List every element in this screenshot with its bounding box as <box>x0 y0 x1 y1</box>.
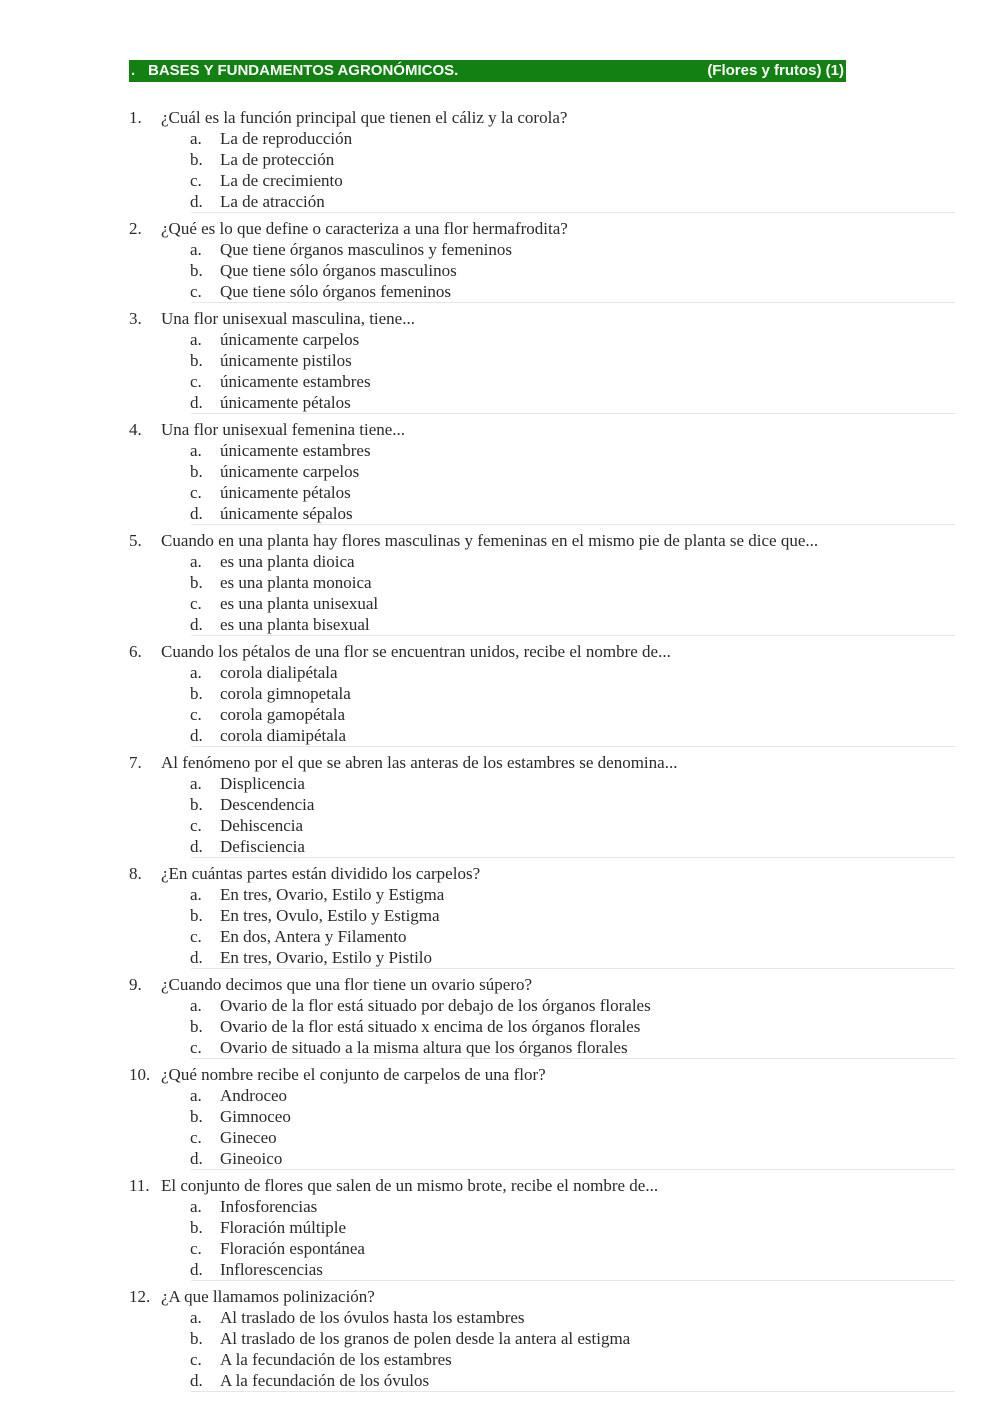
answer-option[interactable] <box>129 725 955 746</box>
answer-option[interactable] <box>129 773 955 794</box>
option-text: corola diamipétala <box>220 726 347 745</box>
option-letter: d. <box>190 1371 203 1390</box>
option-letter: a. <box>190 663 202 682</box>
answer-option[interactable] <box>129 239 955 260</box>
option-text: Gimnoceo <box>220 1107 291 1126</box>
option-text: Floración múltiple <box>220 1218 347 1237</box>
option-text: Dehiscencia <box>220 816 304 835</box>
option-letter: b. <box>190 684 203 703</box>
question-number: 3. <box>129 309 142 328</box>
question-text: ¿Qué nombre recibe el conjunto de carpelos de una flor? <box>161 1065 546 1084</box>
answer-option[interactable] <box>129 1085 955 1106</box>
option-text: es una planta dioica <box>220 552 355 571</box>
question-text: ¿Cuando decimos que una flor tiene un ovario súpero? <box>161 975 533 994</box>
answer-option[interactable] <box>129 461 955 482</box>
question-number: 11. <box>129 1176 150 1195</box>
option-text: En dos, Antera y Filamento <box>220 927 407 946</box>
option-letter: c. <box>190 1350 202 1369</box>
option-letter: c. <box>190 1038 202 1057</box>
answer-option[interactable] <box>129 794 955 815</box>
option-letter: a. <box>190 1308 202 1327</box>
question-row <box>129 1175 955 1196</box>
answer-option[interactable] <box>129 281 955 302</box>
option-letter: c. <box>190 1128 202 1147</box>
question-list <box>0 107 1000 1392</box>
option-letter: a. <box>190 552 202 571</box>
answer-option[interactable] <box>129 503 955 524</box>
option-text: Ovario de la flor está situado por debajo de los órganos florales <box>220 996 651 1015</box>
answer-option[interactable] <box>129 1307 955 1328</box>
option-text: La de crecimiento <box>220 171 343 190</box>
question-number: 10. <box>129 1065 151 1084</box>
option-text: La de reproducción <box>220 129 353 148</box>
option-text: Ovario de la flor está situado x encima de los órganos florales <box>220 1017 641 1036</box>
option-letter: b. <box>190 906 203 925</box>
option-letter: d. <box>190 1149 203 1168</box>
question-text: ¿A que llamamos polinización? <box>161 1287 375 1306</box>
answer-option[interactable] <box>129 815 955 836</box>
option-letter: a. <box>190 330 202 349</box>
question-row <box>129 107 955 128</box>
option-letter: c. <box>190 816 202 835</box>
answer-option[interactable] <box>129 128 955 149</box>
option-letter: d. <box>190 615 203 634</box>
question-row <box>129 1064 955 1085</box>
answer-option[interactable] <box>129 704 955 725</box>
option-letter: b. <box>190 1218 203 1237</box>
question-2 <box>129 213 955 303</box>
answer-option[interactable] <box>129 329 955 350</box>
question-row <box>129 752 955 773</box>
option-text: corola gimnopetala <box>220 684 351 703</box>
answer-option[interactable] <box>129 1016 955 1037</box>
option-letter: c. <box>190 927 202 946</box>
question-number: 12. <box>129 1287 151 1306</box>
question-text: ¿Cuál es la función principal que tienen el cáliz y la corola? <box>161 108 568 127</box>
header-title: BASES Y FUNDAMENTOS AGRONÓMICOS. <box>148 62 459 79</box>
option-letter: c. <box>190 171 202 190</box>
question-number: 8. <box>129 864 142 883</box>
option-text: Gineoico <box>220 1149 283 1168</box>
question-row <box>129 218 955 239</box>
answer-option[interactable] <box>129 614 955 635</box>
answer-option[interactable] <box>129 572 955 593</box>
question-number: 7. <box>129 753 142 772</box>
question-divider <box>191 1391 955 1392</box>
option-letter: c. <box>190 1239 202 1258</box>
option-text: Descendencia <box>220 795 315 814</box>
question-row <box>129 641 955 662</box>
answer-option[interactable] <box>129 191 955 212</box>
answer-option[interactable] <box>129 683 955 704</box>
option-text: Floración espontánea <box>220 1239 365 1258</box>
option-letter: b. <box>190 462 203 481</box>
answer-option[interactable] <box>129 1106 955 1127</box>
answer-option[interactable] <box>129 1349 955 1370</box>
option-text: Al traslado de los granos de polen desde la antera al estigma <box>220 1329 631 1348</box>
question-text: Cuando en una planta hay flores masculinas y femeninas en el mismo pie de planta se dice que... <box>161 531 819 550</box>
option-text: Que tiene sólo órganos masculinos <box>220 261 457 280</box>
answer-option[interactable] <box>129 440 955 461</box>
question-text: Una flor unisexual femenina tiene... <box>161 420 406 439</box>
question-5 <box>129 525 955 636</box>
answer-option[interactable] <box>129 836 955 857</box>
option-text: Displicencia <box>220 774 305 793</box>
option-text: Infosforencias <box>220 1197 318 1216</box>
question-number: 5. <box>129 531 142 550</box>
question-text: El conjunto de flores que salen de un mismo brote, recibe el nombre de... <box>161 1176 659 1195</box>
option-letter: a. <box>190 996 202 1015</box>
option-text: En tres, Ovario, Estilo y Pistilo <box>220 948 433 967</box>
answer-option[interactable] <box>129 905 955 926</box>
question-6 <box>129 636 955 747</box>
option-text: únicamente carpelos <box>220 330 360 349</box>
answer-option[interactable] <box>129 1196 955 1217</box>
option-letter: a. <box>190 774 202 793</box>
question-11 <box>129 1170 955 1281</box>
answer-option[interactable] <box>129 593 955 614</box>
question-row <box>129 1286 955 1307</box>
answer-option[interactable] <box>129 1037 955 1058</box>
answer-option[interactable] <box>129 662 955 683</box>
answer-option[interactable] <box>129 551 955 572</box>
option-text: Al traslado de los óvulos hasta los estambres <box>220 1308 525 1327</box>
option-letter: d. <box>190 837 203 856</box>
answer-option[interactable] <box>129 1217 955 1238</box>
option-letter: b. <box>190 1107 203 1126</box>
option-letter: c. <box>190 483 202 502</box>
question-8 <box>129 858 955 969</box>
answer-option[interactable] <box>129 1238 955 1259</box>
answer-option[interactable] <box>129 371 955 392</box>
option-letter: a. <box>190 885 202 904</box>
option-letter: d. <box>190 948 203 967</box>
answer-option[interactable] <box>129 170 955 191</box>
question-number: 9. <box>129 975 142 994</box>
header-dot: . <box>131 62 136 79</box>
question-row <box>129 308 955 329</box>
answer-option[interactable] <box>129 947 955 968</box>
question-text: ¿Qué es lo que define o caracteriza a una flor hermafrodita? <box>161 219 568 238</box>
option-text: Ovario de situado a la misma altura que los órganos florales <box>220 1038 628 1057</box>
option-letter: a. <box>190 1086 202 1105</box>
header-subtitle: (Flores y frutos) (1) <box>707 62 844 79</box>
option-letter: c. <box>190 372 202 391</box>
answer-option[interactable] <box>129 1148 955 1169</box>
question-row <box>129 863 955 884</box>
option-letter: c. <box>190 594 202 613</box>
question-number: 2. <box>129 219 142 238</box>
option-text: corola gamopétala <box>220 705 346 724</box>
option-letter: b. <box>190 150 203 169</box>
answer-option[interactable] <box>129 884 955 905</box>
answer-option[interactable] <box>129 1370 955 1391</box>
answer-option[interactable] <box>129 482 955 503</box>
option-letter: b. <box>190 795 203 814</box>
question-text: Al fenómeno por el que se abren las anteras de los estambres se denomina... <box>161 753 678 772</box>
option-letter: d. <box>190 504 203 523</box>
answer-option[interactable] <box>129 350 955 371</box>
question-row <box>129 530 955 551</box>
option-letter: b. <box>190 1329 203 1348</box>
question-4 <box>129 414 955 525</box>
question-text: Una flor unisexual masculina, tiene... <box>161 309 415 328</box>
question-3 <box>129 303 955 414</box>
option-text: Que tiene órganos masculinos y femeninos <box>220 240 512 259</box>
option-letter: d. <box>190 393 203 412</box>
answer-option[interactable] <box>129 392 955 413</box>
question-row <box>129 974 955 995</box>
option-text: Androceo <box>220 1086 288 1105</box>
question-number: 4. <box>129 420 142 439</box>
option-text: únicamente estambres <box>220 441 371 460</box>
page-header <box>129 60 846 82</box>
option-text: es una planta unisexual <box>220 594 379 613</box>
option-text: únicamente pétalos <box>220 483 351 502</box>
option-text: A la fecundación de los óvulos <box>220 1371 430 1390</box>
answer-option[interactable] <box>129 1259 955 1280</box>
option-letter: b. <box>190 261 203 280</box>
option-letter: d. <box>190 726 203 745</box>
question-9 <box>129 969 955 1059</box>
option-text: En tres, Ovulo, Estilo y Estigma <box>220 906 440 925</box>
question-10 <box>129 1059 955 1170</box>
question-text: Cuando los pétalos de una flor se encuentran unidos, recibe el nombre de... <box>161 642 671 661</box>
option-letter: a. <box>190 1197 202 1216</box>
answer-option[interactable] <box>129 260 955 281</box>
question-number: 1. <box>129 108 142 127</box>
option-text: únicamente sépalos <box>220 504 353 523</box>
option-text: es una planta bisexual <box>220 615 370 634</box>
option-text: A la fecundación de los estambres <box>220 1350 452 1369</box>
answer-option[interactable] <box>129 149 955 170</box>
option-text: La de atracción <box>220 192 325 211</box>
question-7 <box>129 747 955 858</box>
option-letter: b. <box>190 573 203 592</box>
option-text: Inflorescencias <box>220 1260 323 1279</box>
option-text: En tres, Ovario, Estilo y Estigma <box>220 885 445 904</box>
question-1 <box>129 107 955 213</box>
question-12 <box>129 1281 955 1392</box>
option-text: únicamente estambres <box>220 372 371 391</box>
option-text: únicamente pétalos <box>220 393 351 412</box>
option-text: Defisciencia <box>220 837 305 856</box>
option-letter: b. <box>190 1017 203 1036</box>
option-text: es una planta monoica <box>220 573 372 592</box>
answer-option[interactable] <box>129 995 955 1016</box>
option-letter: a. <box>190 441 202 460</box>
answer-option[interactable] <box>129 1127 955 1148</box>
question-number: 6. <box>129 642 142 661</box>
option-letter: a. <box>190 129 202 148</box>
option-letter: b. <box>190 351 203 370</box>
answer-option[interactable] <box>129 1328 955 1349</box>
question-text: ¿En cuántas partes están dividido los carpelos? <box>161 864 481 883</box>
option-text: La de protección <box>220 150 335 169</box>
question-row <box>129 419 955 440</box>
answer-option[interactable] <box>129 926 955 947</box>
option-text: únicamente pistilos <box>220 351 352 370</box>
option-letter: c. <box>190 705 202 724</box>
option-text: Gineceo <box>220 1128 277 1147</box>
option-text: Que tiene sólo órganos femeninos <box>220 282 452 301</box>
option-letter: c. <box>190 282 202 301</box>
option-text: corola dialipétala <box>220 663 338 682</box>
option-letter: d. <box>190 1260 203 1279</box>
option-text: únicamente carpelos <box>220 462 360 481</box>
option-letter: d. <box>190 192 203 211</box>
option-letter: a. <box>190 240 202 259</box>
